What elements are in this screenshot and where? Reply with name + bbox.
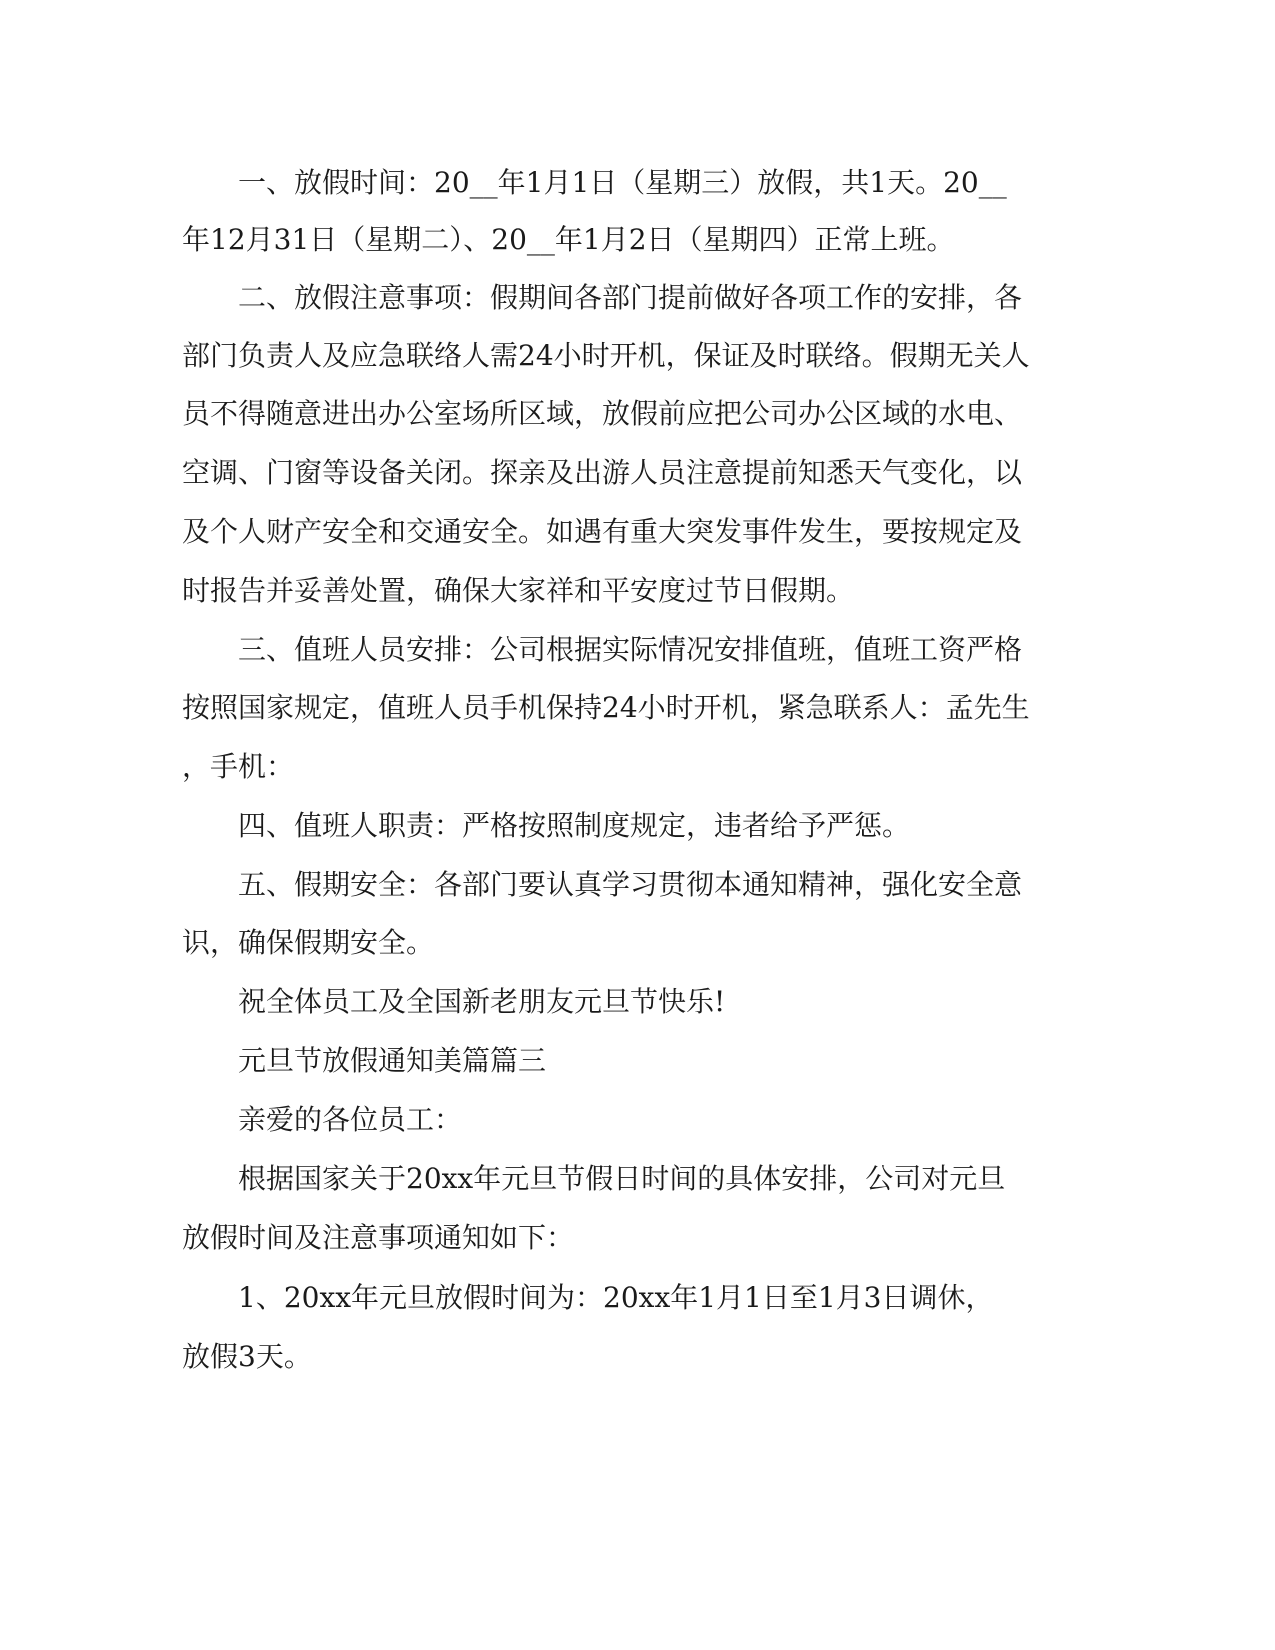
text-line: 员不得随意进出办公室场所区域，放假前应把公司办公区域的水电、 xyxy=(182,397,1023,430)
text-line: 三、值班人员安排：公司根据实际情况安排值班，值班工资严格 xyxy=(182,633,1023,666)
text-line: 识，确保假期安全。 xyxy=(182,926,435,959)
text-line: 放假3天。 xyxy=(182,1340,312,1373)
text-line: 及个人财产安全和交通安全。如遇有重大突发事件发生，要按规定及 xyxy=(182,515,1023,548)
text-line: 放假时间及注意事项通知如下： xyxy=(182,1221,575,1254)
text-line: 1、20xx年元旦放假时间为：20xx年1月1日至1月3日调休， xyxy=(182,1281,994,1314)
text-line: 部门负责人及应急联络人需24小时开机，保证及时联络。假期无关人 xyxy=(182,339,1030,372)
text-line: 五、假期安全：各部门要认真学习贯彻本通知精神，强化安全意 xyxy=(182,868,1023,901)
text-line: 按照国家规定，值班人员手机保持24小时开机，紧急联系人：孟先生 xyxy=(182,691,1030,724)
text-line: 年12月31日（星期二）、20__年1月2日（星期四）正常上班。 xyxy=(182,223,955,256)
text-line: 时报告并妥善处置，确保大家祥和平安度过节日假期。 xyxy=(182,574,855,607)
text-line: 亲爱的各位员工： xyxy=(182,1103,463,1136)
text-line: 二、放假注意事项：假期间各部门提前做好各项工作的安排，各 xyxy=(182,281,1023,314)
text-line: 根据国家关于20xx年元旦节假日时间的具体安排，公司对元旦 xyxy=(182,1162,1006,1195)
section-heading: 元旦节放假通知美篇篇三 xyxy=(182,1044,547,1077)
text-line: ，手机： xyxy=(182,750,295,783)
text-line: 一、放假时间：20__年1月1日（星期三）放假，共1天。20__ xyxy=(182,166,1007,199)
text-line: 四、值班人职责：严格按照制度规定，违者给予严惩。 xyxy=(182,809,911,842)
text-line: 祝全体员工及全国新老朋友元旦节快乐! xyxy=(182,985,726,1018)
text-line: 空调、门窗等设备关闭。探亲及出游人员注意提前知悉天气变化，以 xyxy=(182,456,1023,489)
